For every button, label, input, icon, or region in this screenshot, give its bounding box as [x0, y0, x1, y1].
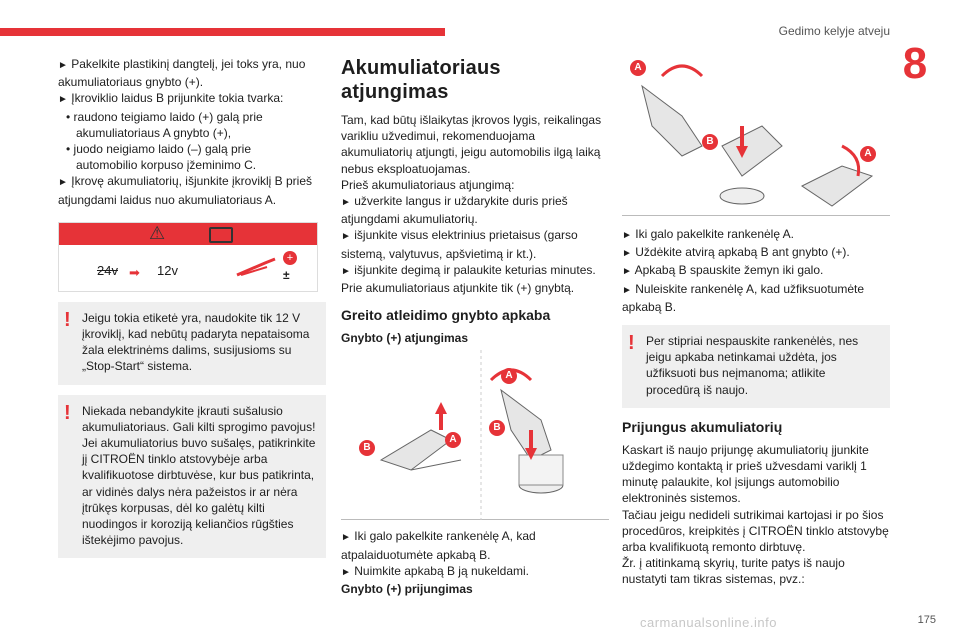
- voltage-label-figure: [58, 222, 318, 292]
- subsection-heading: Prijungus akumuliatorių: [622, 418, 783, 435]
- subheading: Gnybto (+) atjungimas: [341, 331, 469, 346]
- paragraph: Tačiau jeigu nedideli sutrikimai kartojasi ir po šios procedūros, kreipkitės į CITROËN tinklo atstovybę arba kvalifikuotą remonto dirbtuvę.: [622, 507, 889, 555]
- plus-terminal-icon: +: [283, 251, 297, 265]
- list-item: ► Apkabą B spauskite žemyn iki galo.: [622, 263, 824, 278]
- figure-label-a: A: [501, 368, 517, 384]
- clamp-illustration: [622, 56, 890, 216]
- chapter-number: 8: [902, 39, 928, 88]
- list-item: ► išjunkite visus elektrinius prietaisus (garso sistemą, valytuvus, apšvietimą ir kt.).: [341, 228, 578, 261]
- page-number: 175: [917, 614, 936, 626]
- figure-label-b: B: [489, 420, 505, 436]
- figure-label-b: B: [702, 134, 718, 150]
- section-heading: Akumuliatoriaus atjungimas: [341, 57, 501, 103]
- list-item: ► Nuleiskite rankenėlę A, kad užfiksuotumėte apkabą B.: [622, 281, 865, 314]
- terminal-connect-figure: [622, 56, 890, 216]
- manual-book-icon: [209, 227, 233, 243]
- minus-terminal-icon: ±: [283, 267, 290, 282]
- exclamation-icon: !: [628, 332, 635, 355]
- list-item: ► Iki galo pakelkite rankenėlę A, kad atpalaiduotumėte apkabą B.: [341, 529, 536, 562]
- header-accent-bar: [0, 28, 445, 36]
- list-item: ► Nuimkite apkabą B ją nukeldami.: [341, 563, 530, 578]
- list-item: • raudono teigiamo laido (+) galą prie: [66, 109, 263, 124]
- paragraph: ► Įkrovę akumuliatorių, išjunkite įkroviklį B prieš atjungdami laidus nuo akumuliatoriaus A.: [58, 174, 312, 207]
- warning-box: [58, 302, 326, 385]
- warning-triangle-icon: ⚠: [149, 222, 166, 243]
- charger-clamp-icon: [235, 257, 281, 277]
- paragraph: Žr. į atitinkamą skyrių, turite patys iš naujo nustatyti tam tikras sistemas, pvz.:: [622, 556, 845, 587]
- list-item: ► išjunkite degimą ir palaukite keturias minutes.: [341, 262, 596, 277]
- list-item: • juodo neigiamo laido (–) galą prie: [66, 142, 251, 157]
- paragraph: ► Pakelkite plastikinį dangtelį, jei toks yra, nuo akumuliatoriaus gnybto (+).: [58, 57, 306, 90]
- exclamation-icon: !: [64, 308, 71, 331]
- list-item: ► Uždėkite atvirą apkabą B ant gnybto (+).: [622, 245, 850, 260]
- column-right: [622, 56, 890, 588]
- subheading: Gnybto (+) prijungimas: [341, 582, 473, 597]
- paragraph: ► Įkroviklio laidus B prijunkite tokia tvarka:: [58, 91, 284, 106]
- warning-box: [622, 325, 890, 408]
- clamp-illustration: [341, 350, 609, 520]
- label-red-band: [59, 223, 317, 245]
- column-left: [58, 56, 326, 558]
- list-item: automobilio korpuso įžeminimo C.: [76, 158, 257, 173]
- column-middle: [341, 56, 609, 601]
- exclamation-icon: !: [64, 401, 71, 424]
- list-item: ► Iki galo pakelkite rankenėlę A.: [622, 227, 795, 241]
- warning-text: Jeigu tokia etiketė yra, naudokite tik 12 V įkroviklį, kad nebūtų padaryta nepataisoma žala elektrinėms dalims, susijusioms su „Stop-Start“ sistema.: [82, 310, 310, 374]
- section-title: Gedimo kelyje atveju: [778, 24, 890, 38]
- subsection-heading: Greito atleidimo gnybto apkaba: [341, 307, 551, 324]
- figure-label-a: A: [445, 432, 461, 448]
- warning-text: Per stipriai nespauskite rankenėlės, nes jeigu apkaba netinkamai uždėta, jos užfiksuoti bus neįmanoma; atlikite procedūrą iš naujo.: [646, 334, 859, 397]
- arrow-right-icon: ➡: [129, 264, 140, 280]
- label-voltage-24: 24v: [97, 262, 118, 278]
- list-item: akumuliatoriaus A gnybto (+),: [76, 125, 232, 140]
- watermark: carmanualsonline.info: [640, 615, 777, 630]
- paragraph: Prieš akumuliatoriaus atjungimą:: [341, 177, 515, 192]
- figure-label-b: B: [359, 440, 375, 456]
- warning-text: Jei akumuliatorius buvo sušalęs, patikrinkite jį CITROËN tinklo atstovybėje arba kvalifikuotose dirbtuvėse, kur bus patikrinta, ar vidinės dalys nėra pažeistos ir ar nėra įtrūkęs korpusas, dėl ko galėtų kilti nuodingos ir koroziją keliančios rūgšties ištekėjimo pavojus.: [82, 436, 316, 548]
- paragraph: Kaskart iš naujo prijungę akumuliatorių įjunkite uždegimo kontaktą ir prieš užvesdami variklį 1 minutę palaukite, kol įsijungs automobilio elektroninės sistemos.: [622, 442, 869, 506]
- warning-text: Niekada nebandykite įkrauti sušalusio akumuliatoriaus. Gali kilti sprogimo pavojus!: [82, 403, 316, 434]
- warning-box: [58, 395, 326, 559]
- paragraph: Prie akumuliatoriaus atjunkite tik (+) gnybtą.: [341, 281, 575, 296]
- paragraph: Tam, kad būtų išlaikytas įkrovos lygis, reikalingas varikliu užvedimui, rekomenduojama akumuliatorių atjungti, jeigu automobilis ilgą laiką nebus eksploatuojamas.: [341, 113, 602, 176]
- figure-label-a: A: [630, 60, 646, 76]
- terminal-release-figure: [341, 350, 609, 520]
- list-item: ► užverkite langus ir uždarykite duris prieš atjungdami akumuliatorių.: [341, 194, 568, 227]
- label-voltage-12: 12v: [157, 262, 178, 278]
- figure-label-a: A: [860, 146, 876, 162]
